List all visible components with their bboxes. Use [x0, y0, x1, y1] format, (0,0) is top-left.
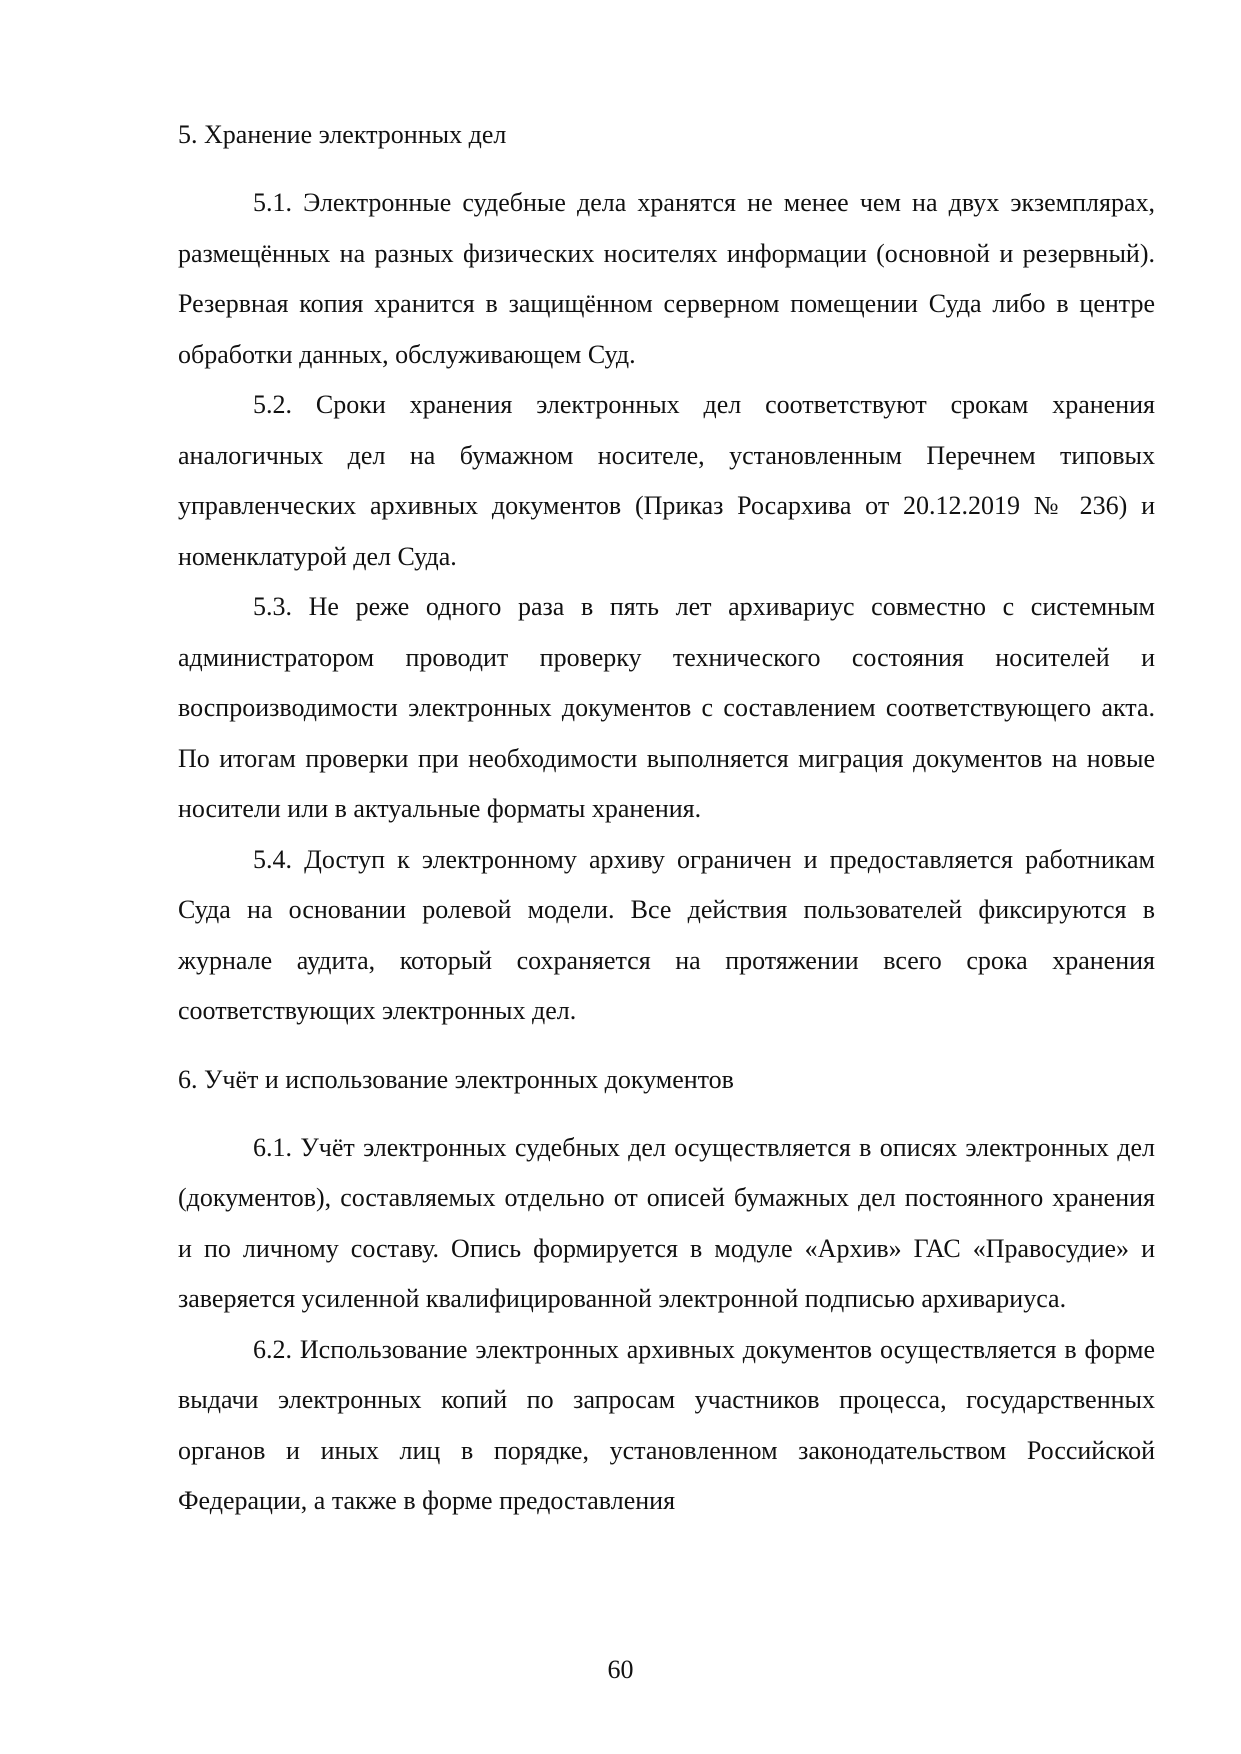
- paragraph-6-1: 6.1. Учёт электронных судебных дел осуществляется в описях электронных дел (документов), составляемых отдельно от описей бумажных дел постоянного хранения и по личному составу. Опись формируется в модуле «Архив» ГАС «Правосудие» и заверяется усиленной квалифицированной электронной подписью архивариуса.: [178, 1132, 1155, 1313]
- page-number: 60: [607, 1655, 634, 1684]
- section-heading-accounting: 6. Учёт и использование электронных документов: [178, 1064, 734, 1094]
- paragraph-5-2: 5.2. Сроки хранения электронных дел соответствуют срокам хранения аналогичных дел на бумажном носителе, установленным Перечнем типовых управленческих архивных документов (Приказ Росархива от 20.12.2019 № 236) и номенклатурой дел Суда.: [178, 390, 1155, 571]
- paragraph-5-1: 5.1. Электронные судебные дела хранятся не менее чем на двух экземплярах, размещённых на разных физических носителях информации (основной и резервный). Резервная копия хранится в защищённом серверном помещении Суда либо в центре обработки данных, обслуживающем Суд.: [178, 188, 1155, 369]
- paragraph-5-4: 5.4. Доступ к электронному архиву ограничен и предоставляется работникам Суда на основании ролевой модели. Все действия пользователей фиксируются в журнале аудита, который сохраняется на протяжении всего срока хранения соответствующих электронных дел.: [178, 844, 1155, 1025]
- document-body: [178, 115, 1155, 1527]
- section-heading-storage: 5. Хранение электронных дел: [178, 120, 507, 149]
- paragraph-5-3: 5.3. Не реже одного раза в пять лет архивариус совместно с системным администратором проводит проверку технического состояния носителей и воспроизводимости электронных документов с составлением соответствующего акта. По итогам проверки при необходимости выполняется миграция документов на новые носители или в актуальные форматы хранения.: [178, 592, 1155, 823]
- paragraph-6-2: 6.2. Использование электронных архивных документов осуществляется в форме выдачи электронных копий по запросам участников процесса, государственных органов и иных лиц в порядке, установленном законодательством Российской Федерации, а также в форме предоставления: [178, 1334, 1155, 1515]
